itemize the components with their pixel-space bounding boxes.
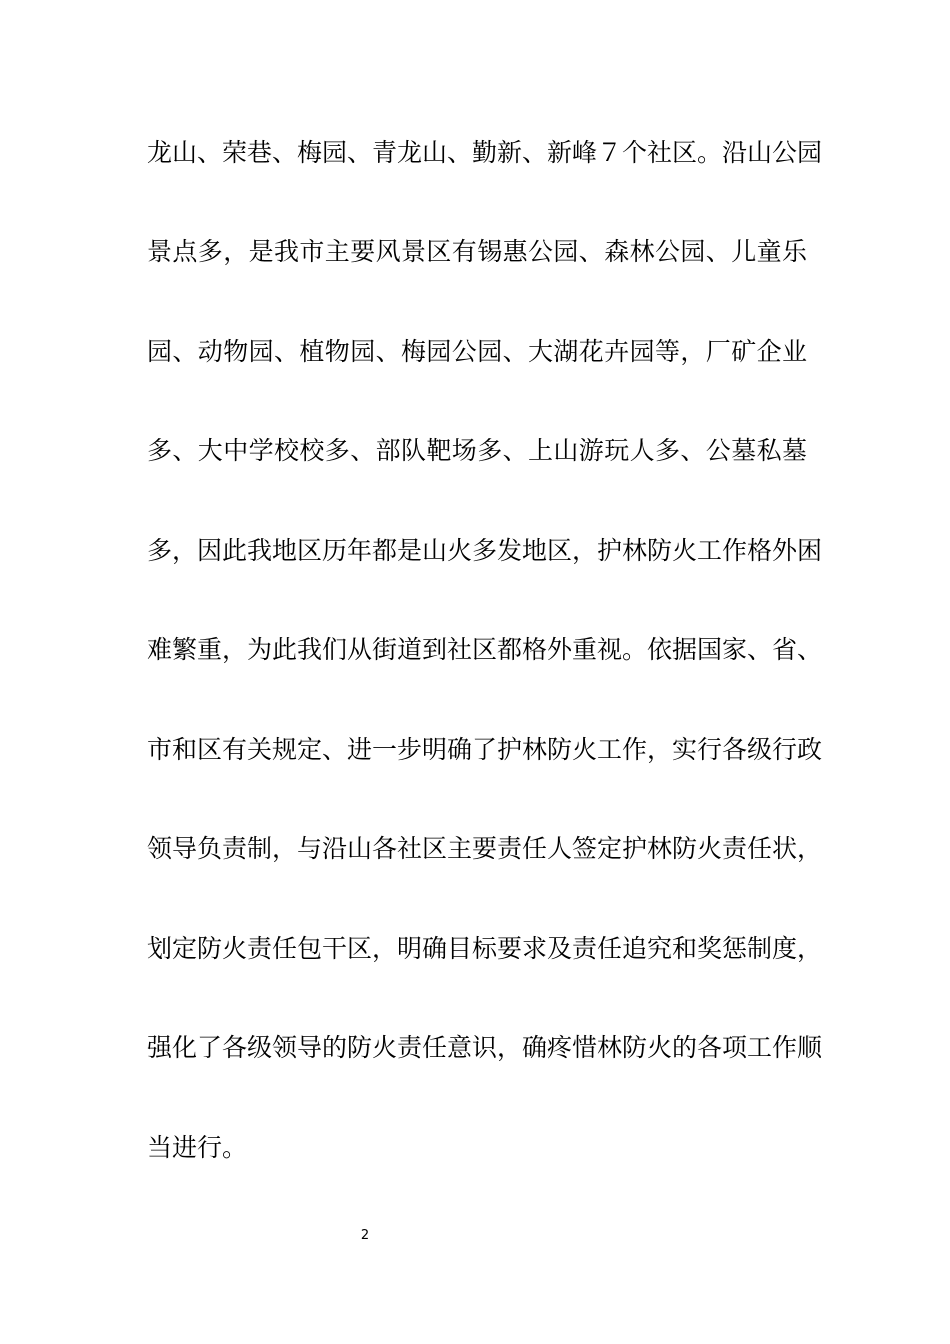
paragraph-line-9: 划定防火责任包干区，明确目标要求及责任追究和奖惩制度， xyxy=(147,934,823,963)
paragraph-line-3: 园、动物园、植物园、梅园公园、大湖花卉园等，厂矿企业 xyxy=(147,337,807,366)
paragraph-line-1: 龙山、荣巷、梅园、青龙山、勤新、新峰７个社区。沿山公园 xyxy=(147,138,823,167)
paragraph-line-2: 景点多，是我市主要风景区有锡惠公园、森林公园、儿童乐 xyxy=(147,237,807,266)
paragraph-line-10: 强化了各级领导的防火责任意识，确疼惜林防火的各项工作顺 xyxy=(147,1033,823,1062)
paragraph-line-7: 市和区有关规定、进一步明确了护林防火工作，实行各级行政 xyxy=(147,735,823,764)
paragraph-line-8: 领导负责制，与沿山各社区主要责任人签定护林防火责任状， xyxy=(147,834,823,863)
paragraph-line-4: 多、大中学校校多、部队靶场多、上山游玩人多、公墓私墓 xyxy=(147,436,807,465)
page-number: 2 xyxy=(360,1228,370,1243)
paragraph-line-11: 当进行。 xyxy=(147,1133,248,1162)
paragraph-line-6: 难繁重，为此我们从街道到社区都格外重视。依据国家、省、 xyxy=(147,635,823,664)
paragraph-line-5: 多，因此我地区历年都是山火多发地区，护林防火工作格外困 xyxy=(147,536,823,565)
